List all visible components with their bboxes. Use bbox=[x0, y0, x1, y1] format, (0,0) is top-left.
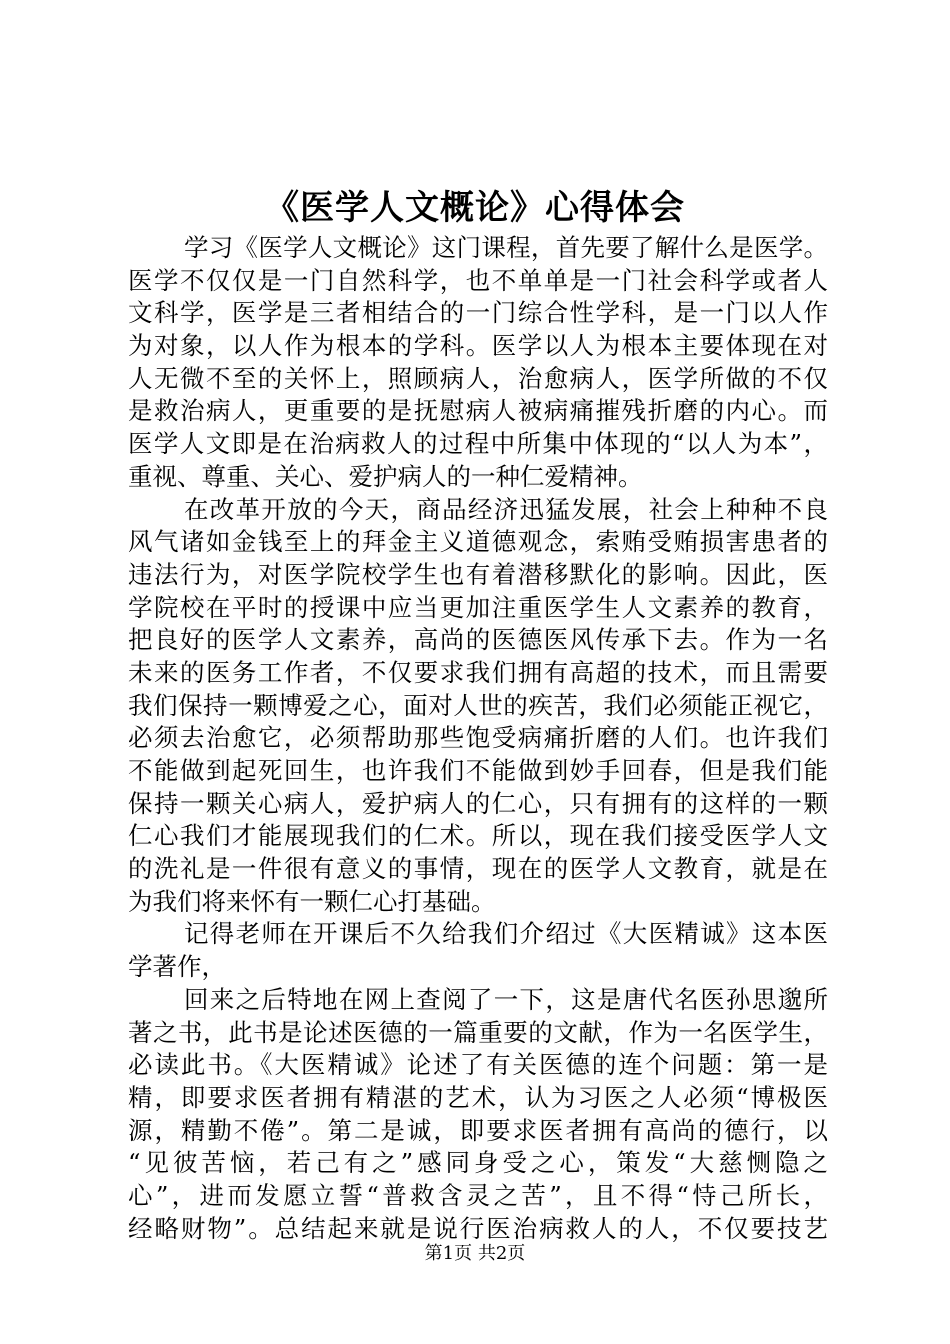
text-line: 学院校在平时的授课中应当更加注重医学生人文素养的教育， bbox=[128, 592, 828, 622]
text-line: 学习《医学人文概论》这门课程，首先要了解什么是医学。 bbox=[184, 233, 828, 262]
text-line: 风气诸如金钱至上的拜金主义道德观念，索贿受贿损害患者的 bbox=[128, 527, 828, 557]
text-line: 未来的医务工作者，不仅要求我们拥有高超的技术，而且需要 bbox=[128, 657, 828, 687]
text-line: 为我们将来怀有一颗仁心打基础。 bbox=[128, 886, 496, 916]
text-line: 医学不仅仅是一门自然科学，也不单单是一门社会科学或者人 bbox=[128, 265, 828, 295]
text-line: 不能做到起死回生，也许我们不能做到妙手回春，但是我们能 bbox=[128, 756, 828, 785]
text-line: 把良好的医学人文素养，高尚的医德医风传承下去。作为一名 bbox=[128, 625, 828, 655]
text-line: 精，即要求医者拥有精湛的艺术，认为习医之人必须“博极医 bbox=[128, 1082, 828, 1112]
text-line: 必须去治愈它，必须帮助那些饱受病痛折磨的人们。也许我们 bbox=[128, 723, 828, 753]
text-line: 医学人文即是在治病救人的过程中所集中体现的“以人为本”， bbox=[128, 429, 828, 459]
page-number: 第1页 共2页 bbox=[424, 1243, 526, 1264]
text-line: 心”，进而发愿立誓“普救含灵之苦”，且不得“恃己所长， bbox=[128, 1180, 828, 1210]
text-line: 文科学，医学是三者相结合的一门综合性学科，是一门以人作 bbox=[128, 298, 828, 328]
text-line: 的洗礼是一件很有意义的事情，现在的医学人文教育，就是在 bbox=[128, 854, 828, 884]
text-line: 学著作， bbox=[128, 952, 226, 982]
text-line: 仁心我们才能展现我们的仁术。所以，现在我们接受医学人文 bbox=[128, 821, 828, 851]
text-line: 人无微不至的关怀上，照顾病人，治愈病人，医学所做的不仅 bbox=[128, 363, 828, 393]
text-line: 记得老师在开课后不久给我们介绍过《大医精诚》这本医 bbox=[184, 919, 828, 949]
text-line: 源，精勤不倦”。第二是诚，即要求医者拥有高尚的德行，以 bbox=[128, 1115, 828, 1145]
text-line: 在改革开放的今天，商品经济迅猛发展，社会上种种不良 bbox=[184, 494, 828, 524]
text-line: 是救治病人，更重要的是抚慰病人被病痛摧残折磨的内心。而 bbox=[128, 396, 828, 426]
document-title: 《医学人文概论》心得体会 bbox=[265, 188, 685, 228]
text-line: 重视、尊重、关心、爱护病人的一种仁爱精神。 bbox=[128, 461, 643, 491]
text-line: 保持一颗关心病人，爱护病人的仁心，只有拥有的这样的一颗 bbox=[128, 788, 828, 818]
text-line: 经略财物”。总结起来就是说行医治病救人的人，不仅要技艺 bbox=[128, 1213, 828, 1243]
text-line: 为对象，以人作为根本的学科。医学以人为根本主要体现在对 bbox=[128, 331, 828, 361]
text-line: 违法行为，对医学院校学生也有着潜移默化的影响。因此，医 bbox=[128, 559, 828, 589]
text-line: 著之书，此书是论述医德的一篇重要的文献，作为一名医学生， bbox=[128, 1017, 828, 1047]
text-line: “见彼苦恼，若己有之”感同身受之心，策发“大慈恻隐之 bbox=[128, 1148, 828, 1178]
document-body bbox=[128, 232, 828, 1245]
text-line: 回来之后特地在网上查阅了一下，这是唐代名医孙思邈所 bbox=[184, 984, 828, 1014]
text-line: 必读此书。《大医精诚》论述了有关医德的连个问题：第一是 bbox=[128, 1050, 828, 1080]
text-line: 我们保持一颗博爱之心，面对人世的疾苦，我们必须能正视它， bbox=[128, 690, 828, 720]
